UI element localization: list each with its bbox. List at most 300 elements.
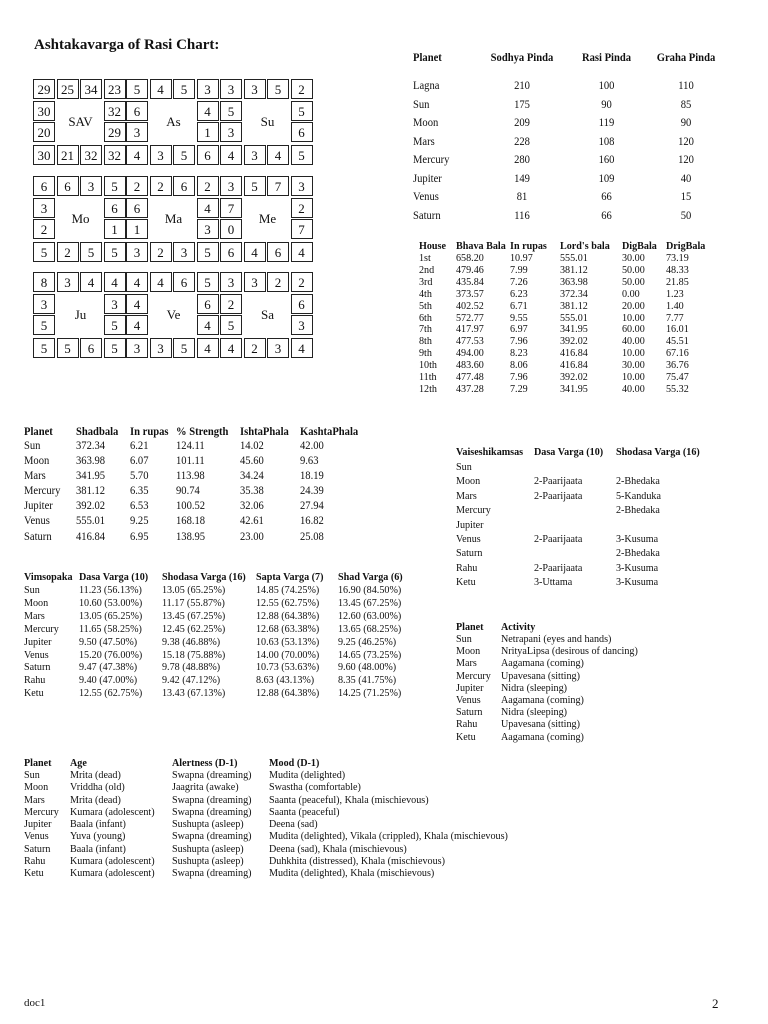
table-row [24,687,418,700]
table-cell [534,575,616,589]
table-cell-text: Jupiter [24,635,52,648]
table-cell-text: 228 [514,135,530,148]
table-cell-text: 14.00 (70.00%) [256,648,320,661]
table-cell-text: 9.42 (47.12%) [162,674,221,687]
table-row [413,77,728,96]
table-cell-text: 60.00 [622,323,645,336]
table-cell-text: 555.01 [76,515,106,528]
table-cell-text: Venus [456,533,481,546]
column-header [475,49,569,77]
column-header [456,446,534,460]
table-cell-text: Ketu [456,730,476,743]
table-cell [338,661,418,674]
chart-su [220,79,315,165]
table-cell-text: 90.74 [176,485,200,498]
table-cell-text: Moon [24,596,49,609]
table-cell-text: Vriddha (old) [70,781,125,794]
table-cell-text: 10th [419,359,437,372]
table-cell [456,474,534,488]
table-cell-text: 13.05 (65.25%) [162,584,226,596]
chart-label: Mo [71,211,90,226]
table-cell [616,575,716,589]
table-cell [534,489,616,503]
column-header-text: Age [70,757,87,769]
table-cell-text: Aagamana (coming) [501,730,584,743]
table-cell [162,597,256,610]
table-cell [569,133,644,152]
chart-cell: 34 [80,79,102,99]
table-cell [456,384,510,396]
table-cell [501,670,701,682]
table-cell-text: 168.18 [176,515,206,528]
chart-cell: 4 [220,145,242,165]
table-cell [413,170,475,189]
table-cell-text: 175 [514,98,530,111]
chart-cell: 6 [220,242,242,262]
vaiseshikamsas-table [456,446,716,590]
table-cell-text: Saturn [24,842,51,855]
chart-cell: 3 [244,272,266,292]
table-cell [300,499,370,514]
column-header [24,426,76,439]
table-cell [456,489,534,503]
table-cell [24,584,79,597]
table-cell-text: 160 [598,154,615,166]
table-cell-text: 341.95 [76,470,106,483]
column-header-text: Vaiseshikamsas [456,446,524,458]
table-row [24,855,569,867]
table-cell [24,649,79,662]
table-cell [24,610,79,623]
table-cell-text: 9.55 [510,311,528,324]
table-cell [300,439,370,454]
table-row [24,769,569,781]
table-cell-text: Sushupta (asleep) [172,818,244,831]
chart-cell: 32 [104,101,126,121]
table-cell-text: 494.00 [456,347,484,360]
table-cell [24,867,70,879]
table-cell [79,623,162,636]
table-cell-text: 12.55 (62.75%) [79,687,143,700]
table-cell-text: 2nd [419,263,435,276]
table-cell [76,454,130,469]
table-row [456,518,716,532]
table-cell [76,499,130,514]
table-cell-text: 6.23 [510,287,528,300]
table-cell-text: 209 [514,117,530,129]
chart-cell: 3 [150,145,172,165]
table-cell [456,561,534,575]
column-header [644,49,728,77]
column-header [338,571,418,584]
table-cell-text: 9.25 [130,515,149,528]
table-cell-text: 13.65 (68.25%) [338,622,402,635]
table-cell-text: 50 [680,209,692,222]
table-cell [501,682,701,694]
bhava-bala-table [419,239,711,396]
chart-cell: 4 [126,294,148,314]
table-cell [456,694,501,706]
table-cell-text: 3-Kusuma [616,561,659,574]
table-row [456,718,701,730]
table-cell-text: 27.94 [300,500,324,513]
chart-cell: 3 [33,198,55,218]
table-cell-text: 479.46 [456,263,484,276]
table-cell-text: 11.23 (56.13%) [79,584,142,596]
table-cell-text: Swapna (dreaming) [172,793,252,806]
table-cell-text: 50.00 [622,275,645,288]
table-cell [456,706,501,718]
chart-cell: 4 [291,338,313,358]
chart-cell: 30 [33,101,55,121]
table-cell [24,661,79,674]
table-cell [413,114,475,133]
table-cell [338,687,418,700]
table-cell-text: 10.73 (53.63%) [256,661,320,674]
table-cell-text: 373.57 [456,287,484,300]
table-cell-text: Mars [456,489,477,502]
chart-label: Ve [166,307,181,322]
table-cell-text: 15 [680,191,692,203]
table-row [24,674,418,687]
table-cell-text: 7.96 [510,335,528,348]
table-cell [240,454,300,469]
table-cell-text: 109 [598,172,615,185]
table-cell [501,706,701,718]
table-cell-text: 21.85 [666,275,689,288]
table-cell [534,546,616,560]
table-cell-text: 124.11 [176,440,205,452]
table-cell [616,489,716,503]
table-cell-text: 15.20 (76.00%) [79,648,143,661]
table-cell [176,530,240,545]
chart-cell: 4 [197,101,219,121]
column-header [510,239,560,253]
table-cell [240,530,300,545]
table-cell-text: 11.17 (55.87%) [162,596,225,609]
chart-cell: 0 [220,219,242,239]
table-cell [534,532,616,546]
table-cell-text: 6.95 [130,530,149,543]
chart-cell: 6 [173,176,195,196]
table-row [413,96,728,115]
column-header [419,239,456,253]
chart-cell: 3 [104,294,126,314]
table-row [24,867,569,879]
column-header [534,446,616,460]
table-cell-text: 12.88 (64.38%) [256,609,320,622]
chart-label: Ju [74,307,87,322]
chart-cell: 5 [173,145,195,165]
chart-cell: 4 [291,242,313,262]
table-cell [70,843,172,855]
chart-as [126,79,221,165]
table-cell-text: 341.95 [560,323,588,336]
table-cell-text: Sun [24,769,40,781]
chart-cell: 3 [150,338,172,358]
table-cell-text: 392.02 [76,500,106,513]
chart-cell: 5 [173,338,195,358]
table-cell-text: 20.00 [622,299,645,312]
table-cell-text: 35.38 [240,485,264,498]
table-cell [456,503,534,517]
column-header [176,426,240,439]
table-cell-text: Upavesana (sitting) [501,718,580,731]
chart-cell: 3 [220,79,242,99]
table-cell-text: Jupiter [413,172,442,185]
table-cell [456,657,501,669]
table-cell-text: Mercury [24,805,59,818]
column-header [24,571,79,584]
table-cell-text: 6th [419,311,432,324]
table-cell [256,649,338,662]
table-cell-text: Jaagrita (awake) [172,781,239,794]
table-cell-text: 6.71 [510,299,528,312]
table-cell [130,530,176,545]
table-cell-text: 15.18 (75.88%) [162,648,226,661]
table-cell-text: 6.21 [130,440,149,452]
table-cell-text: 416.84 [560,347,588,360]
table-cell-text: Ketu [24,687,44,700]
table-cell-text: 10.97 [510,252,533,264]
table-cell-text: 9.38 (46.88%) [162,635,221,648]
chart-cell: 3 [33,294,55,314]
table-cell [24,806,70,818]
table-cell [79,649,162,662]
table-cell-text: 9.78 (48.88%) [162,661,221,674]
table-cell-text: Kumara (adolescent) [70,867,155,880]
table-cell-text: 25.08 [300,530,324,543]
table-cell-text: 30.00 [622,359,645,372]
table-cell-text: 100 [598,80,615,92]
table-cell [24,623,79,636]
table-row [24,661,418,674]
table-cell [269,843,569,855]
table-cell [534,561,616,575]
table-cell [24,830,70,842]
table-row [24,584,418,597]
table-cell [569,114,644,133]
table-cell-text: Mars [24,609,45,622]
table-cell-text: 381.12 [76,485,106,498]
table-cell [475,96,569,115]
table-cell-text: 36.76 [666,359,689,372]
table-cell-text: 12.68 (63.38%) [256,622,320,635]
table-cell-text: Saturn [456,547,483,560]
chart-cell: 2 [291,198,313,218]
table-cell-text: Sun [24,440,41,452]
table-cell-text: 120 [678,154,694,166]
table-cell [79,674,162,687]
chart-cell: 6 [291,122,313,142]
table-cell [338,597,418,610]
table-cell [130,499,176,514]
table-cell [338,610,418,623]
table-cell-text: 417.97 [456,323,484,336]
table-row [413,114,728,133]
chart-cell: 23 [104,79,126,99]
chart-cell: 6 [267,242,289,262]
table-cell-text: 12.55 (62.75%) [256,596,320,609]
table-cell-text: 138.95 [176,530,206,543]
chart-cell: 32 [104,145,126,165]
table-cell [256,636,338,649]
table-cell [70,867,172,879]
chart-cell: 3 [197,219,219,239]
chart-cell: 6 [33,176,55,196]
table-cell [569,207,644,226]
table-cell-text: Jupiter [456,518,484,531]
chart-cell: 5 [291,145,313,165]
table-row [456,657,701,669]
table-cell [269,769,569,781]
table-cell-text: 1.23 [666,287,684,300]
table-cell [413,96,475,115]
table-cell-text: 9th [419,347,432,360]
chart-cell: 3 [197,79,219,99]
table-cell [644,170,728,189]
table-cell-text: Saturn [24,530,52,543]
table-cell [269,855,569,867]
table-row [456,682,701,694]
table-cell-text: Venus [24,515,50,528]
table-row [24,623,418,636]
table-cell [616,474,716,488]
chart-cell: 2 [291,79,313,99]
chart-cell: 4 [80,272,102,292]
table-cell [79,636,162,649]
table-cell-text: Netrapani (eyes and hands) [501,633,612,645]
table-cell [130,484,176,499]
table-cell-text: Sun [456,633,472,645]
table-cell-text: 40.00 [622,335,645,348]
table-cell [413,188,475,207]
table-row [456,474,716,488]
table-cell [338,584,418,597]
table-cell [176,469,240,484]
table-cell-text: Mrita (dead) [70,769,121,781]
table-cell [644,188,728,207]
table-cell [456,633,501,645]
column-header-text: Shodasa Varga (16) [162,571,246,583]
table-cell-text: Mars [456,657,477,670]
table-cell-text: 8.63 (43.13%) [256,674,315,687]
footer-page-number: 2 [712,996,719,1011]
table-cell-text: 9.40 (47.00%) [79,674,138,687]
table-cell-text: Kumara (adolescent) [70,855,155,868]
chart-cell: 5 [291,101,313,121]
table-cell-text: Swapna (dreaming) [172,769,252,781]
table-cell-text: 363.98 [76,455,106,468]
chart-cell: 3 [220,122,242,142]
column-header [79,571,162,584]
table-cell-text: 555.01 [560,252,588,264]
table-cell-text: 12.88 (64.38%) [256,687,320,700]
column-header [560,239,622,253]
table-cell [24,469,76,484]
chart-cell: 5 [173,79,195,99]
table-cell-text: 416.84 [560,359,588,372]
table-cell-text: 210 [514,80,530,92]
table-cell-text: 7.96 [510,371,528,384]
table-cell [475,114,569,133]
table-row [456,731,701,743]
table-cell-text: 42.00 [300,440,324,452]
table-cell [24,484,76,499]
table-cell-text: 10.60 (53.00%) [79,596,143,609]
table-cell-text: NrityaLipsa (desirous of dancing) [501,645,638,658]
chart-cell: 4 [244,242,266,262]
chart-cell: 3 [267,338,289,358]
column-header [622,239,666,253]
column-header [616,446,716,460]
table-cell-text: Aagamana (coming) [501,694,584,707]
table-cell-text: Swastha (comfortable) [269,781,361,794]
table-cell-text: Mars [24,793,45,806]
chart-ma [126,176,221,262]
table-row [456,561,716,575]
table-cell-text: 372.34 [76,440,106,452]
chart-cell: 5 [33,242,55,262]
table-cell-text: 381.12 [560,299,588,312]
table-cell [616,561,716,575]
table-cell-text: 7.99 [510,263,528,276]
table-cell-text: 73.19 [666,252,689,264]
table-cell [162,649,256,662]
table-cell-text: Jupiter [24,818,52,831]
table-cell-text: 3-Kusuma [616,576,659,589]
table-cell [172,855,269,867]
chart-cell: 6 [80,338,102,358]
chart-cell: 2 [244,338,266,358]
column-header-text: Dasa Varga (10) [79,571,149,583]
table-cell-text: Sun [24,584,40,596]
table-cell [24,843,70,855]
table-cell [24,454,76,469]
chart-ju [33,272,128,358]
table-cell [456,670,501,682]
table-cell-text: Saanta (peaceful) [269,805,340,818]
table-cell [162,687,256,700]
table-row [24,649,418,662]
table-cell-text: 108 [598,135,615,148]
table-cell-text: Sun [456,461,472,473]
table-cell-text: Mercury [456,504,491,517]
page-title: Ashtakavarga of Rasi Chart: [34,37,220,53]
table-cell [24,781,70,793]
table-cell [24,514,76,529]
table-cell-text: Baala (infant) [70,818,126,831]
table-row [24,781,569,793]
chart-cell: 3 [126,242,148,262]
chart-cell: 2 [150,242,172,262]
table-cell [456,682,501,694]
table-cell [240,484,300,499]
table-row [413,170,728,189]
table-cell-text: Saturn [413,209,441,222]
table-cell-text: 392.02 [560,335,588,348]
table-cell [76,484,130,499]
table-cell [24,818,70,830]
table-cell-text: Nidra (sleeping) [501,681,568,694]
column-header-text: IshtaPhala [240,426,289,438]
table-cell [79,610,162,623]
chart-cell: 29 [33,79,55,99]
table-cell-text: 55.32 [666,382,689,395]
table-cell [534,460,616,474]
table-cell-text: 12th [419,382,437,395]
table-cell [172,830,269,842]
